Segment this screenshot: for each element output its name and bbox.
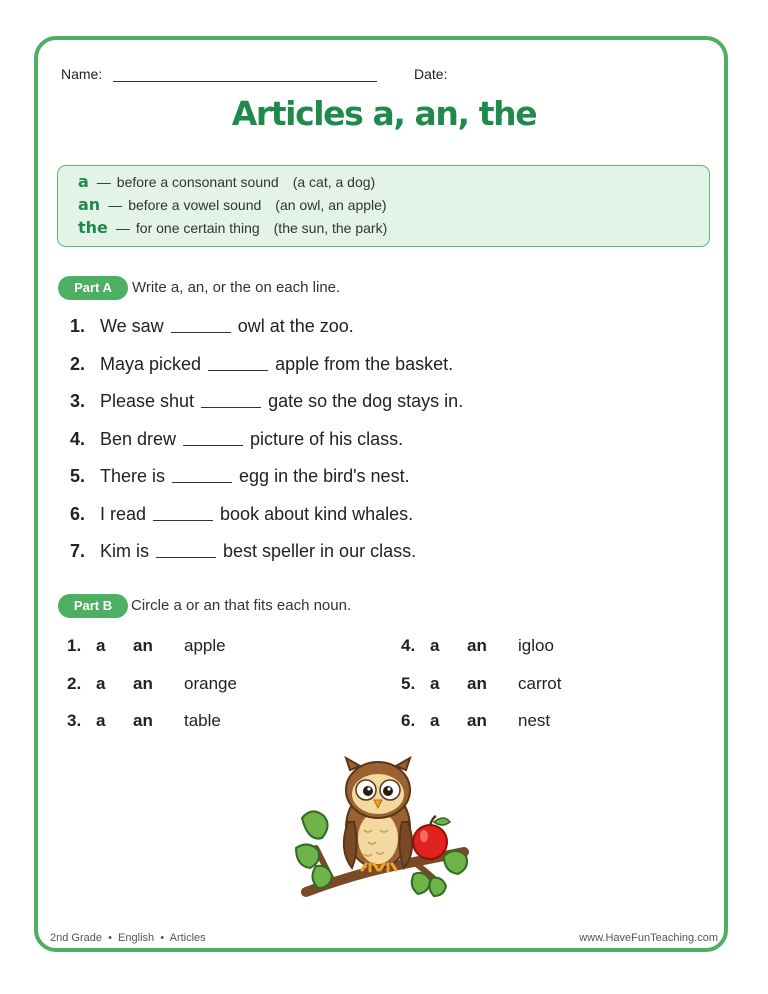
question-number: 5. (70, 466, 86, 486)
rule-dash: — (108, 197, 123, 213)
noun-word: orange (184, 674, 237, 693)
item-number: 3. (67, 711, 82, 730)
choice-an[interactable]: an (133, 674, 153, 693)
question-number: 4. (70, 429, 86, 449)
name-label: Name: (61, 66, 103, 82)
choice-an[interactable]: an (467, 711, 487, 730)
part-a-instruction: Write a, an, or the on each line. (132, 279, 341, 296)
question-6 (70, 504, 413, 525)
choice-a[interactable]: a (430, 636, 440, 655)
noun-word: carrot (518, 674, 562, 693)
rule-an (78, 195, 387, 214)
part-b-badge: Part B (58, 594, 128, 618)
question-5 (70, 466, 410, 487)
noun-word: table (184, 711, 221, 730)
answer-blank[interactable] (201, 395, 261, 408)
date-label: Date: (414, 66, 448, 82)
rule-key: the (78, 218, 108, 237)
item-number: 5. (401, 674, 416, 693)
footer-right[interactable]: www.HaveFunTeaching.com (579, 932, 718, 944)
answer-blank[interactable] (183, 433, 243, 446)
question-number: 6. (70, 504, 86, 524)
answer-blank[interactable] (172, 470, 232, 483)
noun-word: nest (518, 711, 551, 730)
rule-a (78, 172, 375, 191)
choice-a[interactable]: a (430, 674, 440, 693)
question-number: 7. (70, 541, 86, 561)
item-number: 6. (401, 711, 416, 730)
item-number: 1. (67, 636, 82, 655)
question-number: 2. (70, 354, 86, 374)
question-number: 3. (70, 391, 86, 411)
choice-an[interactable]: an (133, 711, 153, 730)
question-text-after: best speller in our class. (223, 541, 417, 561)
rule-example: (a cat, a dog) (292, 174, 376, 190)
answer-blank[interactable] (171, 320, 231, 333)
rule-desc: for one certain thing (135, 220, 260, 236)
rule-key: a (78, 172, 89, 191)
question-text-before: Please shut (100, 391, 195, 411)
question-text-after: apple from the basket. (275, 354, 454, 374)
question-text-after: gate so the dog stays in. (268, 391, 464, 411)
question-text-before: We saw (100, 316, 164, 336)
rule-dash: — (115, 220, 130, 236)
question-text-after: picture of his class. (250, 429, 404, 449)
question-text-after: egg in the bird's nest. (239, 466, 410, 486)
choice-a[interactable]: a (96, 674, 106, 693)
rule-desc: before a vowel sound (128, 197, 262, 213)
footer-left: 2nd Grade • English • Articles (50, 932, 206, 944)
rules-box (57, 165, 710, 247)
answer-blank[interactable] (153, 508, 213, 521)
question-7 (70, 541, 416, 562)
question-number: 1. (70, 316, 86, 336)
answer-blank[interactable] (208, 358, 268, 371)
question-text-after: owl at the zoo. (237, 316, 354, 336)
rule-dash: — (96, 174, 111, 190)
question-text-before: Kim is (100, 541, 149, 561)
question-text-before: I read (100, 504, 147, 524)
question-3 (70, 391, 463, 412)
rule-the (78, 218, 387, 237)
part-a-badge: Part A (58, 276, 128, 300)
question-4 (70, 429, 403, 450)
noun-word: igloo (518, 636, 554, 655)
question-text-before: Ben drew (100, 429, 177, 449)
choice-a[interactable]: a (96, 711, 106, 730)
item-number: 4. (401, 636, 416, 655)
question-text-after: book about kind whales. (220, 504, 414, 524)
question-text-before: Maya picked (100, 354, 202, 374)
choice-a[interactable]: a (430, 711, 440, 730)
question-text-before: There is (100, 466, 166, 486)
name-field (61, 66, 102, 82)
choice-a[interactable]: a (96, 636, 106, 655)
noun-word: apple (184, 636, 226, 655)
name-line[interactable] (113, 81, 377, 82)
owl-on-branch-with-apple-icon (294, 756, 474, 906)
date-field (414, 66, 447, 82)
page-title: Articles a, an, the (231, 94, 537, 133)
choice-an[interactable]: an (467, 674, 487, 693)
item-number: 2. (67, 674, 82, 693)
choice-an[interactable]: an (133, 636, 153, 655)
question-2 (70, 354, 453, 375)
rule-example: (the sun, the park) (273, 220, 388, 236)
rule-desc: before a consonant sound (116, 174, 279, 190)
question-1 (70, 316, 354, 337)
choice-an[interactable]: an (467, 636, 487, 655)
part-b-instruction: Circle a or an that fits each noun. (131, 597, 352, 614)
rule-key: an (78, 195, 101, 214)
rule-example: (an owl, an apple) (275, 197, 387, 213)
answer-blank[interactable] (156, 545, 216, 558)
